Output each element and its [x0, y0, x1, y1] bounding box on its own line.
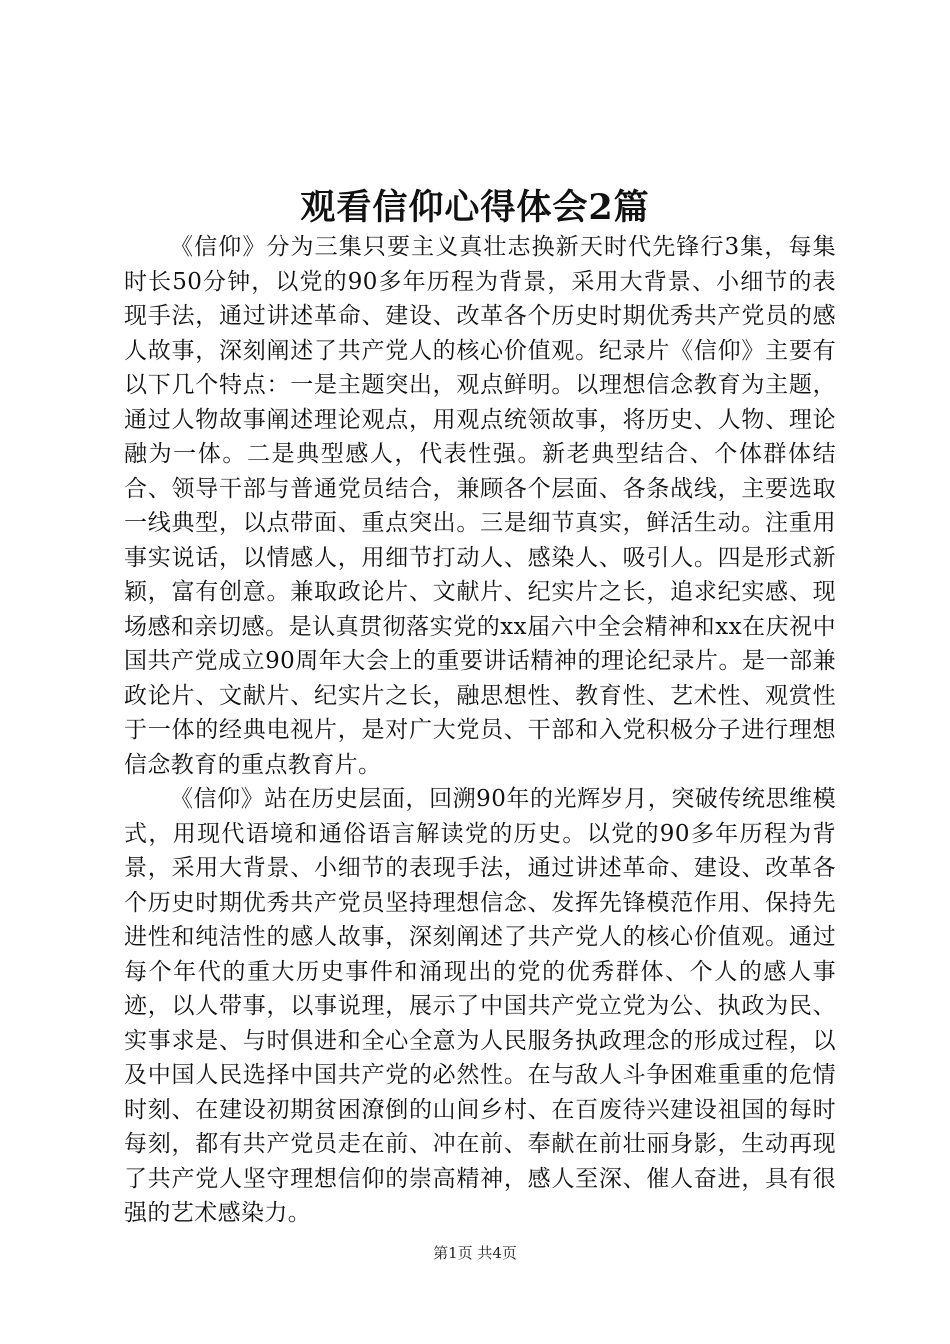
document-title: 观看信仰心得体会2篇	[300, 187, 650, 228]
page-footer: 第1页 共4页	[433, 1244, 517, 1262]
paragraph-2: 《信仰》站在历史层面，回溯90年的光辉岁月，突破传统思维模式，用现代语境和通俗语言解读党的历史。以党的90多年历程为背景，采用大背景、小细节的表现手法，通过讲述革命、建设、改革各个历史时期优秀共产党员坚持理想信念、发挥先锋模范作用、保持先进性和纯洁性的感人故事，深刻阐述了共产党人的核心价值观。通过每个年代的重大历史事件和涌现出的党的优秀群体、个人的感人事迹，以人带事，以事说理，展示了中国共产党立党为公、执政为民、实事求是、与时俱进和全心全意为人民服务执政理念的形成过程，以及中国人民选择中国共产党的必然性。在与敌人斗争困难重重的危情时刻、在建设初期贫困潦倒的山间乡村、在百废待兴建设祖国的每时每刻，都有共产党员走在前、冲在前、奉献在前壮丽身影，生动再现了共产党人坚守理想信仰的崇高精神，感人至深、催人奋进，具有很强的艺术感染力。	[124, 786, 836, 1226]
paragraph-1: 《信仰》分为三集只要主义真壮志换新天时代先锋行3集，每集时长50分钟，以党的90多年历程为背景，采用大背景、小细节的表现手法，通过讲述革命、建设、改革各个历史时期优秀共产党员的感人故事，深刻阐述了共产党人的核心价值观。纪录片《信仰》主要有以下几个特点：一是主题突出，观点鲜明。以理想信念教育为主题，通过人物故事阐述理论观点，用观点统领故事，将历史、人物、理论融为一体。二是典型感人，代表性强。新老典型结合、个体群体结合、领导干部与普通党员结合，兼顾各个层面、各条战线，主要选取一线典型，以点带面、重点突出。三是细节真实，鲜活生动。注重用事实说话，以情感人，用细节打动人、感染人、吸引人。四是形式新颖，富有创意。兼取政论片、文献片、纪实片之长，追求纪实感、现场感和亲切感。是认真贯彻落实党的xx届六中全会精神和xx在庆祝中国共产党成立90周年大会上的重要讲话精神的理论纪录片。是一部兼政论片、文献片、纪实片之长，融思想性、教育性、艺术性、观赏性于一体的经典电视片，是对广大党员、干部和入党积极分子进行理想信念教育的重点教育片。	[124, 234, 836, 778]
document-body	[124, 230, 836, 1231]
